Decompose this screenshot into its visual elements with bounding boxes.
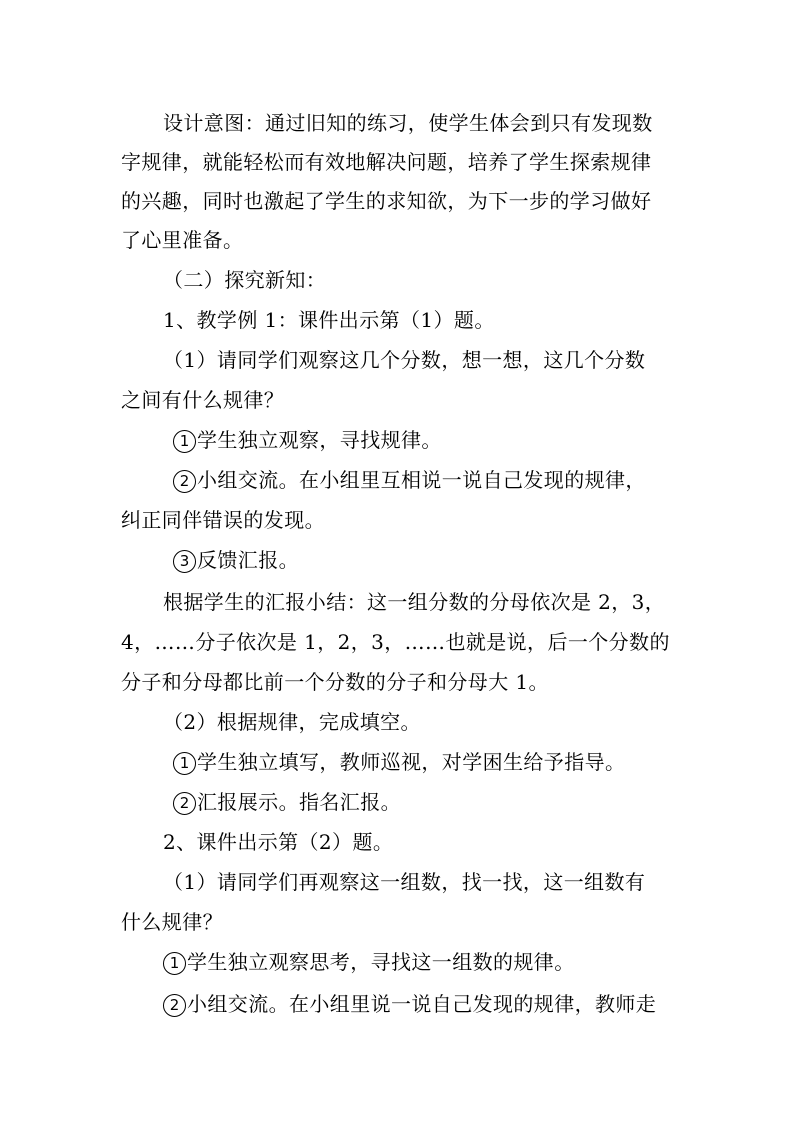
circled-number: 1 — [173, 430, 196, 453]
step-feedback — [173, 546, 299, 574]
design-intent-line-2: 字规律，就能轻松而有效地解决问题，培养了学生探索规律 — [121, 150, 652, 174]
summary-line-2: 4，……分子依次是 1，2，3，……也就是说，后一个分数的 — [121, 630, 670, 654]
step-text: 学生独立填写，教师巡视，对学困生给予指导。 — [197, 750, 626, 774]
design-intent-line-3: 的兴趣，同时也激起了学生的求知欲，为下一步的学习做好 — [121, 189, 652, 213]
question-2-1-line-2: 什么规律？ — [121, 910, 223, 934]
circled-number: 1 — [163, 952, 186, 975]
step-observe — [173, 426, 442, 454]
circled-number: 2 — [163, 994, 186, 1017]
circled-number: 1 — [173, 752, 196, 775]
step-group-discussion — [173, 466, 646, 494]
example-1-heading: 1、教学例 1：课件出示第（1）题。 — [163, 308, 495, 332]
step-observe-think — [163, 948, 575, 976]
circled-number: 3 — [173, 550, 196, 573]
step-text: 小组交流。在小组里互相说一说自己发现的规律， — [197, 468, 646, 492]
step-group-discussion-continued: 纠正同伴错误的发现。 — [121, 508, 325, 532]
example-2-heading: 2、课件出示第（2）题。 — [163, 830, 394, 854]
section-heading: （二）探究新知： — [163, 268, 327, 292]
question-1-line-1: （1）请同学们观察这几个分数，想一想，这几个分数 — [163, 348, 646, 372]
question-2: （2）根据规律，完成填空。 — [163, 710, 421, 734]
design-intent-line-4: 了心里准备。 — [121, 228, 244, 252]
summary-line-3: 分子和分母都比前一个分数的分子和分母大 1。 — [121, 670, 549, 694]
circled-number: 2 — [173, 470, 196, 493]
step-text: 学生独立观察思考，寻找这一组数的规律。 — [187, 950, 575, 974]
step-group-exchange — [163, 990, 656, 1018]
question-1-line-2: 之间有什么规律？ — [121, 388, 285, 412]
question-2-1-line-1: （1）请同学们再观察这一组数，找一找，这一组数有 — [163, 870, 646, 894]
circled-number: 2 — [173, 792, 196, 815]
step-text: 反馈汇报。 — [197, 548, 299, 572]
step-fill-in — [173, 748, 625, 776]
summary-line-1: 根据学生的汇报小结：这一组分数的分母依次是 2，3， — [163, 590, 666, 614]
step-text: 学生独立观察，寻找规律。 — [197, 428, 442, 452]
design-intent-line-1: 设计意图：通过旧知的练习，使学生体会到只有发现数 — [163, 111, 653, 135]
step-present — [173, 788, 401, 816]
step-text: 小组交流。在小组里说一说自己发现的规律，教师走 — [187, 992, 657, 1016]
step-text: 汇报展示。指名汇报。 — [197, 790, 401, 814]
